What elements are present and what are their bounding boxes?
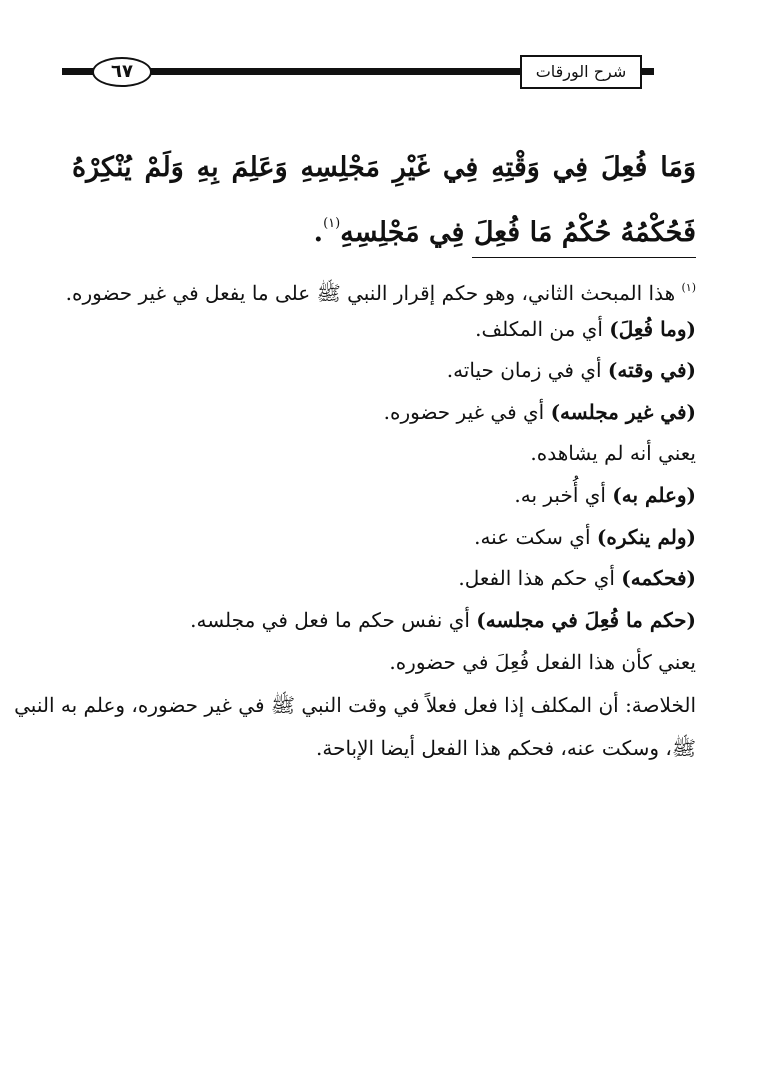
footnote-marker: (١) <box>681 281 696 294</box>
footnote-intro-text: هذا المبحث الثاني، وهو حكم إقرار النبي ﷺ على ما يفعل في غير حضوره. <box>65 281 676 305</box>
clarification-line: يعني كأن هذا الفعل فُعِلَ في حضوره. <box>389 650 696 674</box>
page-number: ٦٧ <box>92 57 152 87</box>
gloss-explanation: أي حكم هذا الفعل. <box>458 566 622 590</box>
main-text-body: وَمَا فُعِلَ فِي وَقْتِهِ فِي غَيْرِ مَجْلِسِهِ وَعَلِمَ بِهِ وَلَمْ يُنْكِرْهُ فَحُكْمُهُ حُكْمُ مَا فُعِلَ فِي مَجْلِسِهِ <box>72 152 696 248</box>
footnote-reference: (١) <box>323 216 341 231</box>
gloss-term: (في غير مجلسه) <box>550 400 696 424</box>
main-text-end-mark: . <box>313 217 324 248</box>
gloss-explanation: أي نفس حكم ما فعل في مجلسه. <box>190 608 477 632</box>
gloss-explanation: أي في غير حضوره. <box>383 400 551 424</box>
gloss-term: (فحكمه) <box>621 566 696 590</box>
book-title: شرح الورقات <box>520 55 642 89</box>
gloss-line <box>475 314 696 344</box>
footnote-intro <box>65 273 696 308</box>
gloss-explanation: أي من المكلف. <box>475 317 610 341</box>
gloss-term: (وعلم به) <box>612 483 696 507</box>
gloss-line <box>190 605 696 635</box>
clarification-line: يعني أنه لم يشاهده. <box>530 441 696 465</box>
gloss-term: (حكم ما فُعِلَ في مجلسه) <box>476 608 696 632</box>
gloss-term: (وما فُعِلَ) <box>609 317 696 341</box>
gloss-line <box>384 397 696 427</box>
gloss-explanation: أي أُخبر به. <box>514 483 613 507</box>
main-text <box>72 140 696 261</box>
summary-line: ﷺ، وسكت عنه، فحكم هذا الفعل أيضا الإباحة. <box>316 736 696 760</box>
gloss-term: (ولم ينكره) <box>596 525 696 549</box>
summary-line: الخلاصة: أن المكلف إذا فعل فعلاً في وقت النبي ﷺ في غير حضوره، وعلم به النبي <box>14 693 696 717</box>
gloss-term: (في وقته) <box>607 358 696 382</box>
footnote-separator <box>472 257 696 258</box>
gloss-explanation: أي في زمان حياته. <box>446 358 608 382</box>
gloss-line <box>474 522 696 552</box>
gloss-explanation: أي سكت عنه. <box>474 525 597 549</box>
gloss-line <box>514 480 696 510</box>
gloss-line <box>447 355 696 385</box>
gloss-line <box>458 563 696 593</box>
